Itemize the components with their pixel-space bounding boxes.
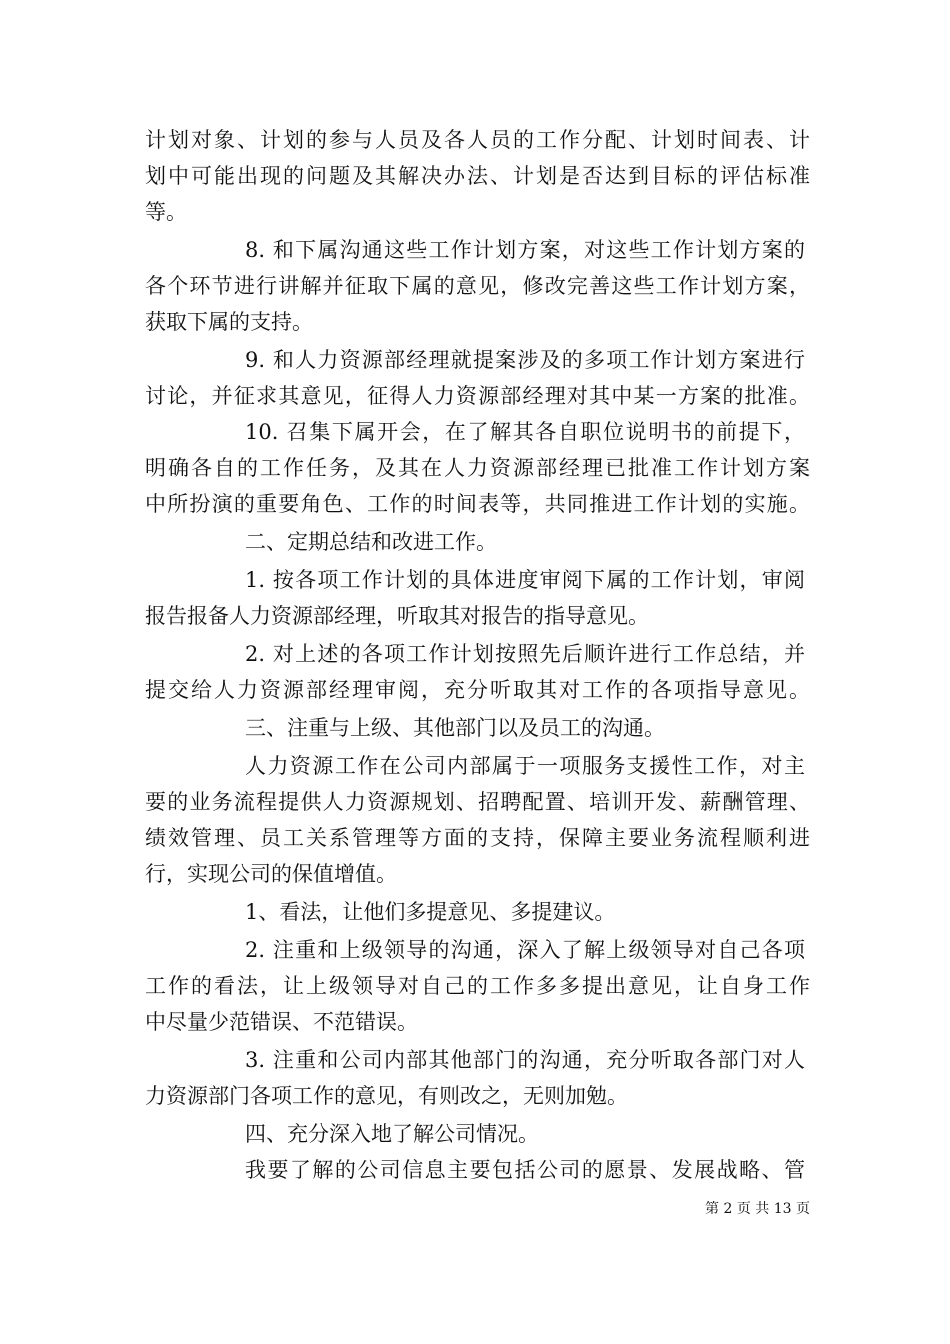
text-line: 行，实现公司的保值增值。 <box>145 862 397 886</box>
text-line: 计划对象、计划的参与人员及各人员的工作分配、计划时间表、计 <box>145 128 810 152</box>
text-line: 获取下属的支持。 <box>145 310 313 334</box>
text-line: 报告报备人力资源部经理，听取其对报告的指导意见。 <box>145 604 649 628</box>
paragraph-start-line: 8. 和下属沟通这些工作计划方案，对这些工作计划方案的 <box>245 238 805 262</box>
section-heading: 三、注重与上级、其他部门以及员工的沟通。 <box>245 716 665 740</box>
text-line: 要的业务流程提供人力资源规划、招聘配置、培训开发、薪酬管理、 <box>145 790 810 814</box>
text-line: 中尽量少范错误、不范错误。 <box>145 1010 418 1034</box>
paragraph-start-line: 1. 按各项工作计划的具体进度审阅下属的工作计划，审阅 <box>245 568 805 592</box>
paragraph-start-line: 10. 召集下属开会，在了解其各自职位说明书的前提下， <box>245 420 805 444</box>
section-heading: 四、充分深入地了解公司情况。 <box>245 1122 539 1146</box>
paragraph-start-line: 1、看法，让他们多提意见、多提建议。 <box>245 900 616 924</box>
paragraph-start-line: 9. 和人力资源部经理就提案涉及的多项工作计划方案进行 <box>245 348 805 372</box>
text-line: 各个环节进行讲解并征取下属的意见，修改完善这些工作计划方案， <box>145 274 810 298</box>
paragraph-start-line: 2. 注重和上级领导的沟通，深入了解上级领导对自己各项 <box>245 938 805 962</box>
paragraph-start-line: 我要了解的公司信息主要包括公司的愿景、发展战略、管 <box>245 1158 805 1182</box>
text-line: 明确各自的工作任务，及其在人力资源部经理已批准工作计划方案 <box>145 456 810 480</box>
text-line: 绩效管理、员工关系管理等方面的支持，保障主要业务流程顺利进 <box>145 826 810 850</box>
text-line: 提交给人力资源部经理审阅，充分听取其对工作的各项指导意见。 <box>145 678 810 702</box>
text-line: 划中可能出现的问题及其解决办法、计划是否达到目标的评估标准 <box>145 164 810 188</box>
text-line: 力资源部门各项工作的意见，有则改之，无则加勉。 <box>145 1084 628 1108</box>
paragraph-start-line: 3. 注重和公司内部其他部门的沟通，充分听取各部门对人 <box>245 1048 805 1072</box>
paragraph-start-line: 2. 对上述的各项工作计划按照先后顺许进行工作总结，并 <box>245 642 805 666</box>
section-heading: 二、定期总结和改进工作。 <box>245 530 497 554</box>
paragraph-start-line: 人力资源工作在公司内部属于一项服务支援性工作，对主 <box>245 754 805 778</box>
page-number-footer: 第 2 页 共 13 页 <box>705 1201 810 1217</box>
text-line: 中所扮演的重要角色、工作的时间表等，共同推进工作计划的实施。 <box>145 492 810 516</box>
text-line: 等。 <box>145 200 187 224</box>
text-line: 讨论，并征求其意见，征得人力资源部经理对其中某一方案的批准。 <box>145 384 810 408</box>
text-line: 工作的看法，让上级领导对自己的工作多多提出意见，让自身工作 <box>145 974 810 998</box>
